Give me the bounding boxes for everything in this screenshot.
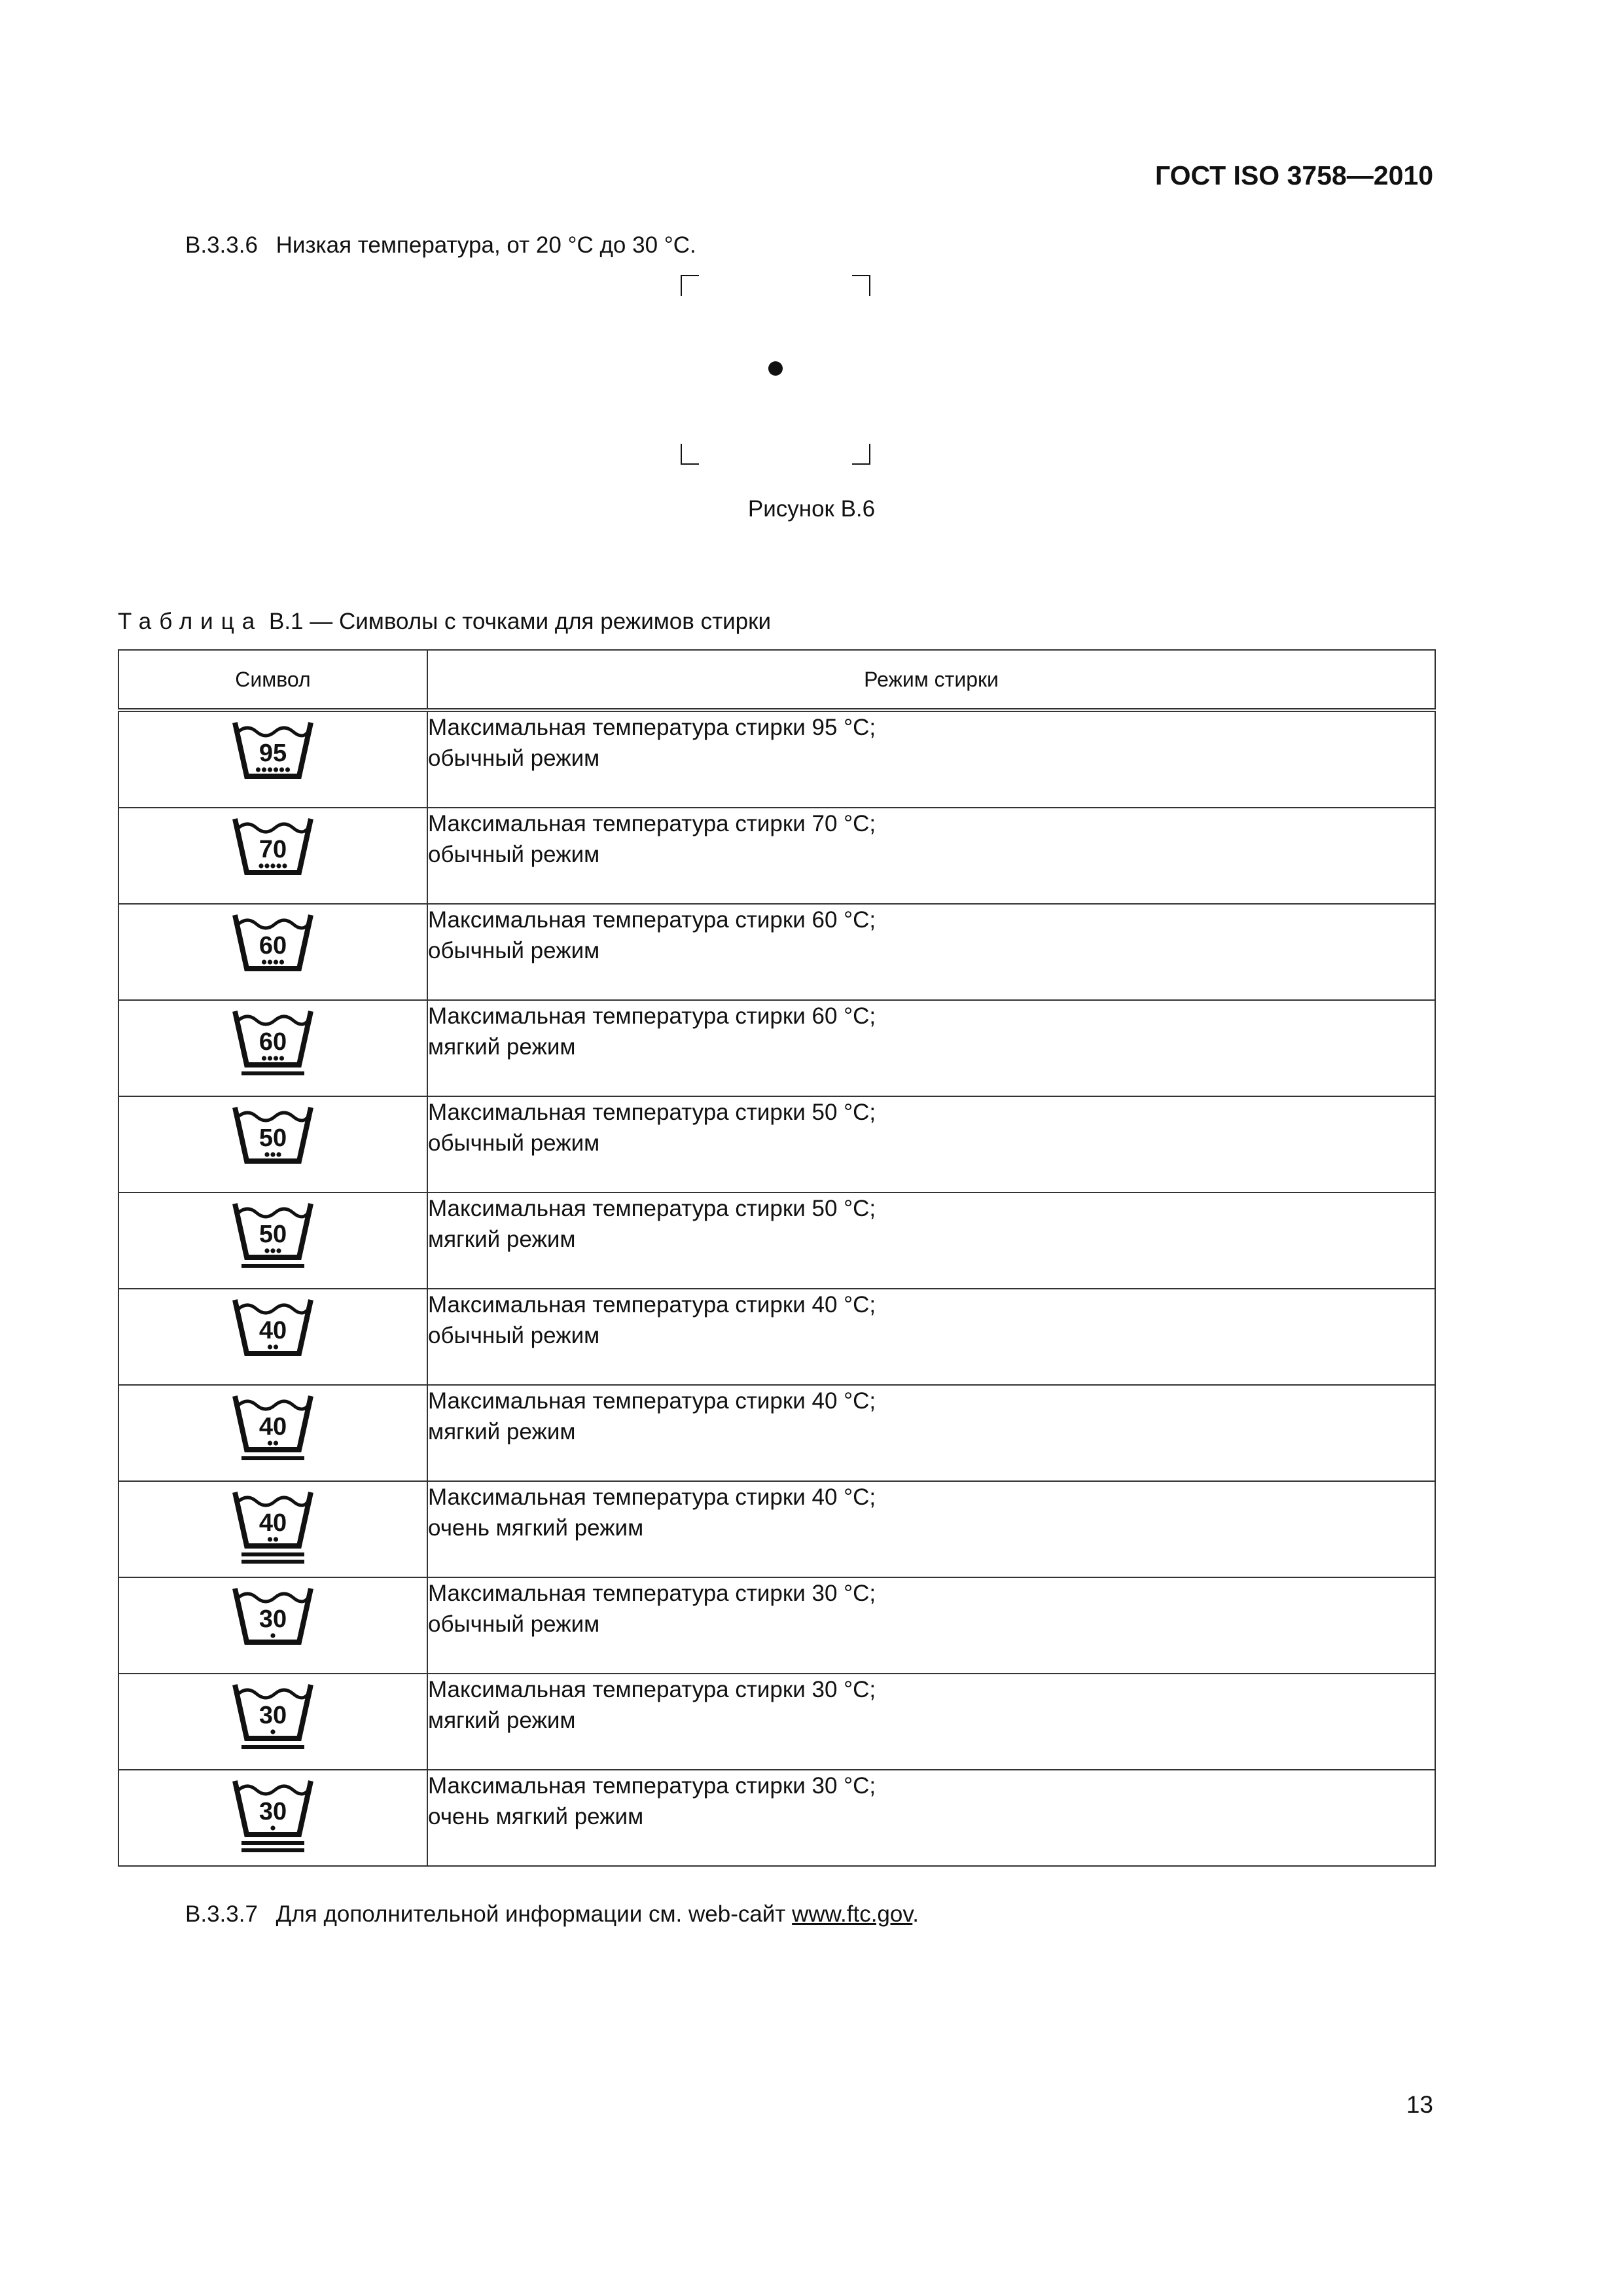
wash-dot [282,863,287,868]
wash-mode-cell [427,1000,1435,1096]
wash-dot [274,1056,278,1060]
symbol-cell [118,1193,427,1289]
table-row [118,808,1435,904]
wash-mode-text: очень мягкий режим [428,1804,644,1829]
symbol-cell [118,1770,427,1866]
washtub-icon [227,808,319,897]
wash-dot [276,1248,281,1253]
temperature-label: 40 [259,1317,287,1344]
wash-dot [262,960,266,964]
table-row [118,1193,1435,1289]
wash-mode-cell [427,710,1435,808]
temperature-label: 60 [259,932,287,960]
wash-mode-text: обычный режим [428,745,600,771]
wash-dot [270,1729,275,1734]
wash-mode-text: мягкий режим [428,1034,576,1060]
header-wash-mode: Режим стирки [427,650,1435,710]
table-row [118,1385,1435,1481]
table-row [118,1770,1435,1866]
max-temperature-text: Максимальная температура стирки 95 °С; [428,715,876,740]
wash-mode-text: обычный режим [428,842,600,867]
wash-mode-text: обычный режим [428,938,600,963]
wash-dot [268,1056,272,1060]
max-temperature-text: Максимальная температура стирки 40 °С; [428,1388,876,1414]
table-row [118,1577,1435,1674]
wash-mode-text: обычный режим [428,1611,600,1637]
table-title-text: В.1 — Символы с точками для режимов стирки [268,609,771,634]
wash-mode-cell [427,1770,1435,1866]
max-temperature-text: Максимальная температура стирки 30 °С; [428,1677,876,1702]
document-header: ГОСТ ISO 3758—2010 [1154,160,1433,190]
table-row [118,710,1435,808]
clause-number: В.3.3.7 [185,1901,258,1927]
symbol-cell [118,1481,427,1577]
temperature-label: 60 [259,1028,287,1056]
wash-symbols-table [118,649,1436,1867]
table-row [118,1096,1435,1193]
washtub-icon [227,1193,319,1282]
temperature-label: 95 [259,740,287,767]
mild-mode-bar [241,1456,304,1460]
washtub-icon [227,1770,319,1859]
wash-dot [268,1441,272,1445]
max-temperature-text: Максимальная температура стирки 50 °С; [428,1100,876,1125]
temperature-label: 30 [259,1798,287,1825]
figure-b6-symbol [681,275,870,465]
temperature-label: 70 [259,836,287,863]
wash-mode-text: мягкий режим [428,1227,576,1252]
washtub-icon [227,1578,319,1666]
wash-mode-cell [427,808,1435,904]
wash-dot [270,863,275,868]
mild-mode-bar [241,1071,304,1075]
temperature-label: 50 [259,1221,287,1248]
symbol-cell [118,904,427,1000]
max-temperature-text: Максимальная температура стирки 30 °С; [428,1581,876,1606]
table-title [118,609,771,635]
clause-text: Низкая температура, от 20 °С до 30 °С. [276,232,696,258]
temperature-label: 40 [259,1509,287,1537]
wash-mode-text: мягкий режим [428,1419,576,1444]
table-row [118,1674,1435,1770]
max-temperature-text: Максимальная температура стирки 60 °С; [428,907,876,933]
wash-mode-cell [427,1481,1435,1577]
washtub-icon [227,712,319,800]
wash-dot [274,1441,278,1445]
ftc-link[interactable]: www.ftc.gov [792,1901,913,1927]
mild-mode-bar [241,1745,304,1749]
wash-mode-cell [427,904,1435,1000]
symbol-cell [118,1674,427,1770]
wash-dot [279,767,284,772]
wash-dot [274,1344,278,1349]
symbol-cell [118,1577,427,1674]
wash-mode-cell [427,1577,1435,1674]
symbol-cell [118,1000,427,1096]
table-row [118,1289,1435,1385]
wash-dot [270,1633,275,1638]
clause-tail: . [912,1901,919,1927]
mild-mode-bar [241,1848,304,1852]
max-temperature-text: Максимальная температура стирки 50 °С; [428,1196,876,1221]
washtub-icon [227,1001,319,1089]
wash-dot [264,1152,269,1157]
washtub-icon [227,1482,319,1570]
symbol-cell [118,1289,427,1385]
washtub-icon [227,1289,319,1378]
symbol-cell [118,710,427,808]
wash-dot [262,1056,266,1060]
washtub-icon [227,905,319,993]
wash-mode-text: обычный режим [428,1130,600,1156]
table-header-row [118,650,1435,710]
clause-text: Для дополнительной информации см. web-сайт [276,1901,786,1927]
wash-dot [268,1537,272,1541]
wash-dot [279,960,284,964]
table-title-label: Таблица [118,609,263,634]
wash-mode-text: мягкий режим [428,1708,576,1733]
wash-mode-text: обычный режим [428,1323,600,1348]
wash-mode-cell [427,1674,1435,1770]
wash-dot [270,1152,275,1157]
temperature-label: 30 [259,1702,287,1729]
wash-dot [264,863,269,868]
max-temperature-text: Максимальная температура стирки 70 °С; [428,811,876,836]
max-temperature-text: Максимальная температура стирки 30 °С; [428,1773,876,1799]
max-temperature-text: Максимальная температура стирки 40 °С; [428,1484,876,1510]
wash-dot [268,960,272,964]
temperature-label: 50 [259,1124,287,1152]
temperature-label: 30 [259,1605,287,1633]
wash-dot [274,1537,278,1541]
wash-dot [276,1152,281,1157]
mild-mode-bar [241,1841,304,1845]
wash-dot [276,863,281,868]
wash-dot [259,863,263,868]
max-temperature-text: Максимальная температура стирки 60 °С; [428,1003,876,1029]
washtub-icon [227,1674,319,1763]
table-row [118,904,1435,1000]
symbol-cell [118,1385,427,1481]
wash-dot [268,1344,272,1349]
header-symbol: Символ [118,650,427,710]
table-row [118,1000,1435,1096]
wash-dot [279,1056,284,1060]
washtub-icon [227,1386,319,1474]
clause-b336 [185,232,696,259]
wash-dot [262,767,266,772]
dot-in-frame-icon [681,275,870,465]
wash-dot [285,767,290,772]
wash-mode-cell [427,1193,1435,1289]
page-number: 13 [1406,2091,1433,2118]
wash-mode-cell [427,1385,1435,1481]
wash-dot [256,767,260,772]
wash-mode-cell [427,1096,1435,1193]
wash-dot [270,1248,275,1253]
wash-mode-text: очень мягкий режим [428,1515,644,1541]
wash-dot [274,767,278,772]
mild-mode-bar [241,1264,304,1268]
mild-mode-bar [241,1560,304,1564]
table-row [118,1481,1435,1577]
wash-dot [274,960,278,964]
clause-b337 [185,1901,919,1928]
wash-dot [264,1248,269,1253]
figure-caption: Рисунок В.6 [747,496,876,522]
wash-mode-cell [427,1289,1435,1385]
wash-dot [268,767,272,772]
max-temperature-text: Максимальная температура стирки 40 °С; [428,1292,876,1318]
mild-mode-bar [241,1552,304,1556]
wash-dot [270,1825,275,1830]
symbol-cell [118,808,427,904]
temperature-label: 40 [259,1413,287,1441]
symbol-cell [118,1096,427,1193]
washtub-icon [227,1097,319,1185]
clause-number: В.3.3.6 [185,232,258,258]
